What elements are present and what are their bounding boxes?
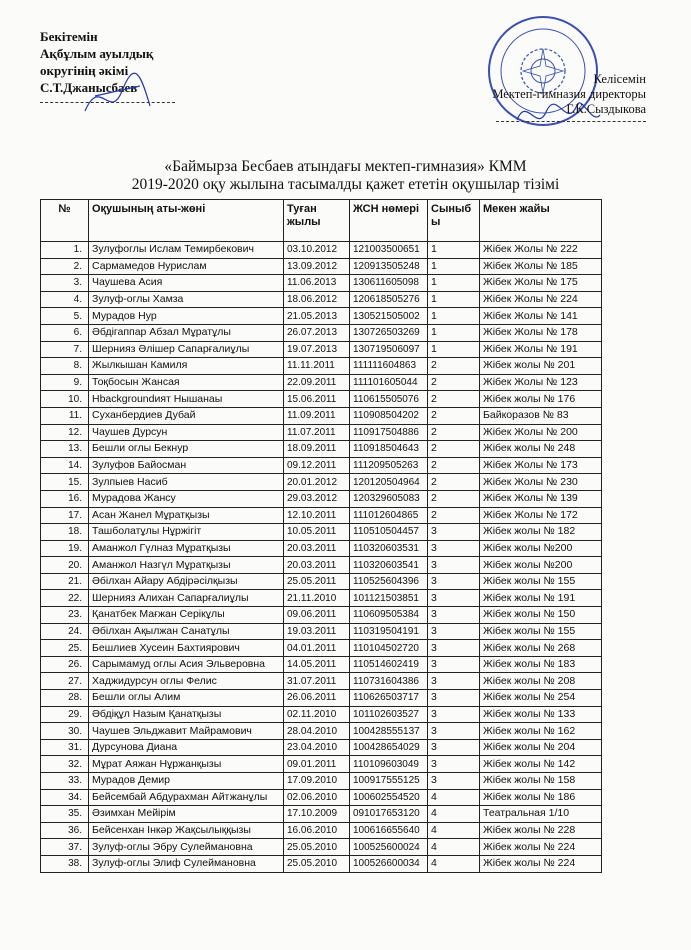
address: Жібек жолы № 248 (480, 441, 602, 458)
row-number: 37. (41, 839, 89, 856)
table-row (41, 524, 602, 541)
student-name: Чаушев Эльджавит Майрамович (89, 723, 284, 740)
iin-number: 100428654029 (350, 739, 428, 756)
class-number: 2 (428, 374, 480, 391)
birth-date: 31.07.2011 (284, 673, 350, 690)
birth-date: 26.07.2013 (284, 324, 350, 341)
birth-date: 25.05.2010 (284, 855, 350, 872)
birth-date: 28.04.2010 (284, 723, 350, 740)
table-row (41, 690, 602, 707)
student-name: Ташболатұлы Нұржігіт (89, 524, 284, 541)
row-number: 12. (41, 424, 89, 441)
address: Жібек жолы № 133 (480, 706, 602, 723)
address: Жібек жолы № 268 (480, 640, 602, 657)
row-number: 20. (41, 557, 89, 574)
table-row (41, 291, 602, 308)
class-number: 1 (428, 324, 480, 341)
iin-number: 111101605044 (350, 374, 428, 391)
header-class: Сыныбы (428, 200, 480, 242)
table-row (41, 407, 602, 424)
student-name: Бешли оглы Бекнур (89, 441, 284, 458)
address: Жібек жолы № 155 (480, 573, 602, 590)
birth-date: 26.06.2011 (284, 690, 350, 707)
row-number: 13. (41, 441, 89, 458)
table-row (41, 507, 602, 524)
address: Жібек Жолы № 178 (480, 324, 602, 341)
table-row (41, 374, 602, 391)
iin-number: 110510504457 (350, 524, 428, 541)
table-row (41, 573, 602, 590)
iin-number: 110626503717 (350, 690, 428, 707)
table-row (41, 839, 602, 856)
birth-date: 23.04.2010 (284, 739, 350, 756)
address: Жібек жолы № 254 (480, 690, 602, 707)
birth-date: 09.12.2011 (284, 457, 350, 474)
class-number: 3 (428, 640, 480, 657)
class-number: 3 (428, 607, 480, 624)
table-row (41, 640, 602, 657)
birth-date: 20.03.2011 (284, 540, 350, 557)
iin-number: 100917555125 (350, 773, 428, 790)
table-row (41, 358, 602, 375)
address: Жібек жолы №200 (480, 557, 602, 574)
table-row (41, 391, 602, 408)
address: Жібек Жолы № 230 (480, 474, 602, 491)
row-number: 35. (41, 806, 89, 823)
student-name: Аманжол Гүлназ Мұратқызы (89, 540, 284, 557)
class-number: 2 (428, 474, 480, 491)
address: Жібек жолы № 228 (480, 822, 602, 839)
table-row (41, 324, 602, 341)
class-number: 3 (428, 557, 480, 574)
birth-date: 17.09.2010 (284, 773, 350, 790)
row-number: 22. (41, 590, 89, 607)
student-name: Чаушев Дурсун (89, 424, 284, 441)
iin-number: 121003500651 (350, 242, 428, 259)
student-name: Зулуф-оглы Элиф Сулеймановна (89, 855, 284, 872)
students-table (40, 199, 602, 873)
iin-number: 120618505276 (350, 291, 428, 308)
iin-number: 110525604396 (350, 573, 428, 590)
class-number: 4 (428, 855, 480, 872)
student-name: Әзимхан Мейірім (89, 806, 284, 823)
row-number: 29. (41, 706, 89, 723)
class-number: 3 (428, 540, 480, 557)
class-number: 3 (428, 673, 480, 690)
class-number: 3 (428, 739, 480, 756)
iin-number: 130611605098 (350, 275, 428, 292)
approval-line: округінің әкімі (40, 63, 129, 78)
row-number: 10. (41, 391, 89, 408)
student-name: Бейсембай Абдурахман Айтжанұлы (89, 789, 284, 806)
class-number: 1 (428, 242, 480, 259)
class-number: 3 (428, 656, 480, 673)
birth-date: 04.01.2011 (284, 640, 350, 657)
student-name: Шернияз Алихан Сапарғалиұлы (89, 590, 284, 607)
agreement-block (486, 72, 646, 122)
approval-line: Бекітемін (40, 29, 98, 44)
iin-number: 110615505076 (350, 391, 428, 408)
birth-date: 12.10.2011 (284, 507, 350, 524)
class-number: 3 (428, 623, 480, 640)
class-number: 2 (428, 507, 480, 524)
iin-number: 101102603527 (350, 706, 428, 723)
student-name: Бешли оглы Алим (89, 690, 284, 707)
address: Жібек Жолы № 222 (480, 242, 602, 259)
document-subtitle: 2019-2020 оқу жылына тасымалды қажет ететін оқушылар тізімі (131, 176, 560, 193)
table-row (41, 258, 602, 275)
address: Жібек жолы № 155 (480, 623, 602, 640)
table-body (41, 242, 602, 873)
table-row (41, 706, 602, 723)
agreement-line: Г.К.Сыздыкова (566, 102, 646, 116)
student-name: Хаджидурсун оглы Фелис (89, 673, 284, 690)
address: Байкоразов № 83 (480, 407, 602, 424)
birth-date: 19.03.2011 (284, 623, 350, 640)
birth-date: 13.09.2012 (284, 258, 350, 275)
table-row (41, 623, 602, 640)
address: Жібек Жолы № 173 (480, 457, 602, 474)
table-row (41, 474, 602, 491)
iin-number: 110609505384 (350, 607, 428, 624)
header-name: Оқушының аты-жөні (89, 200, 284, 242)
birth-date: 11.09.2011 (284, 407, 350, 424)
birth-date: 18.09.2011 (284, 441, 350, 458)
class-number: 3 (428, 573, 480, 590)
iin-number: 110514602419 (350, 656, 428, 673)
iin-number: 110731604386 (350, 673, 428, 690)
student-name: Дурсунова Диана (89, 739, 284, 756)
approval-line: С.Т.Джаныcбаев (40, 80, 138, 95)
student-name: Тоқбосын Жансая (89, 374, 284, 391)
table-row (41, 490, 602, 507)
address: Жібек жолы № 201 (480, 358, 602, 375)
student-name: Зулуфоглы Ислам Темирбекович (89, 242, 284, 259)
class-number: 3 (428, 756, 480, 773)
iin-number: 100428555137 (350, 723, 428, 740)
student-name: Суханбердиев Дубай (89, 407, 284, 424)
iin-number: 120329605083 (350, 490, 428, 507)
birth-date: 14.05.2011 (284, 656, 350, 673)
iin-number: 110104502720 (350, 640, 428, 657)
row-number: 17. (41, 507, 89, 524)
iin-number: 100526600034 (350, 855, 428, 872)
iin-number: 110320603541 (350, 557, 428, 574)
row-number: 33. (41, 773, 89, 790)
approval-line: Ақбұлым ауылдық (40, 46, 154, 61)
iin-number: 100602554520 (350, 789, 428, 806)
table-row (41, 773, 602, 790)
student-name: Зулуф-оглы Хамза (89, 291, 284, 308)
iin-number: 111111604863 (350, 358, 428, 375)
student-name: Сармамедов Нурислам (89, 258, 284, 275)
student-name: Сарымамуд оглы Асия Эльверовна (89, 656, 284, 673)
birth-date: 09.06.2011 (284, 607, 350, 624)
student-name: Зулуф-оглы Эбру Сулеймановна (89, 839, 284, 856)
table-row (41, 673, 602, 690)
address: Жібек Жолы № 200 (480, 424, 602, 441)
table-row (41, 590, 602, 607)
iin-number: 111012604865 (350, 507, 428, 524)
student-name: Мурадов Демир (89, 773, 284, 790)
row-number: 28. (41, 690, 89, 707)
row-number: 36. (41, 822, 89, 839)
birth-date: 17.10.2009 (284, 806, 350, 823)
iin-number: 130726503269 (350, 324, 428, 341)
row-number: 23. (41, 607, 89, 624)
table-row (41, 723, 602, 740)
student-name: Нbackgroundият Нышанаы (89, 391, 284, 408)
student-name: Мұрат Аяжан Нұржанқызы (89, 756, 284, 773)
address: Театральная 1/10 (480, 806, 602, 823)
table-row (41, 341, 602, 358)
iin-number: 110908504202 (350, 407, 428, 424)
row-number: 16. (41, 490, 89, 507)
address: Жібек жолы № 224 (480, 855, 602, 872)
table-row (41, 855, 602, 872)
iin-number: 111209505263 (350, 457, 428, 474)
birth-date: 16.06.2010 (284, 822, 350, 839)
birth-date: 20.01.2012 (284, 474, 350, 491)
agreement-line: Мектеп-гимназия директоры (492, 87, 646, 101)
address: Жібек жолы № 183 (480, 656, 602, 673)
header-dob: Туған жылы (284, 200, 350, 242)
birth-date: 11.11.2011 (284, 358, 350, 375)
birth-date: 11.06.2013 (284, 275, 350, 292)
iin-number: 101121503851 (350, 590, 428, 607)
class-number: 2 (428, 391, 480, 408)
class-number: 1 (428, 341, 480, 358)
row-number: 32. (41, 756, 89, 773)
class-number: 4 (428, 839, 480, 856)
student-name: Бешлиев Хусеин Бахтиярович (89, 640, 284, 657)
birth-date: 22.09.2011 (284, 374, 350, 391)
class-number: 2 (428, 441, 480, 458)
class-number: 2 (428, 407, 480, 424)
row-number: 26. (41, 656, 89, 673)
row-number: 18. (41, 524, 89, 541)
row-number: 15. (41, 474, 89, 491)
table-row (41, 739, 602, 756)
table-header-row (41, 200, 602, 242)
header-iin: ЖСН нөмері (350, 200, 428, 242)
header-address: Мекен жайы (480, 200, 602, 242)
birth-date: 25.05.2010 (284, 839, 350, 856)
class-number: 3 (428, 706, 480, 723)
iin-number: 100616655640 (350, 822, 428, 839)
student-name: Әбілхан Айару Абдірәсілқызы (89, 573, 284, 590)
table-row (41, 822, 602, 839)
table-row (41, 308, 602, 325)
birth-date: 02.11.2010 (284, 706, 350, 723)
table-row (41, 441, 602, 458)
row-number: 5. (41, 308, 89, 325)
row-number: 14. (41, 457, 89, 474)
address: Жібек жолы № 224 (480, 839, 602, 856)
address: Жібек Жолы № 123 (480, 374, 602, 391)
birth-date: 20.03.2011 (284, 557, 350, 574)
student-name: Қанатбек Мағжан Серікұлы (89, 607, 284, 624)
class-number: 3 (428, 590, 480, 607)
row-number: 27. (41, 673, 89, 690)
birth-date: 18.06.2012 (284, 291, 350, 308)
student-name: Зулпыев Насиб (89, 474, 284, 491)
table-row (41, 607, 602, 624)
table-row (41, 540, 602, 557)
address: Жібек Жолы № 191 (480, 341, 602, 358)
iin-number: 130719506097 (350, 341, 428, 358)
student-name: Әбдіқұл Назым Қанатқызы (89, 706, 284, 723)
birth-date: 15.06.2011 (284, 391, 350, 408)
row-number: 4. (41, 291, 89, 308)
row-number: 34. (41, 789, 89, 806)
header-num: № (41, 200, 89, 242)
iin-number: 110917504886 (350, 424, 428, 441)
class-number: 3 (428, 773, 480, 790)
student-name: Аманжол Назгүл Мұратқызы (89, 557, 284, 574)
class-number: 2 (428, 424, 480, 441)
row-number: 3. (41, 275, 89, 292)
iin-number: 110320603531 (350, 540, 428, 557)
address: Жібек жолы № 176 (480, 391, 602, 408)
iin-number: 091017653120 (350, 806, 428, 823)
class-number: 1 (428, 291, 480, 308)
address: Жібек Жолы № 185 (480, 258, 602, 275)
row-number: 8. (41, 358, 89, 375)
row-number: 19. (41, 540, 89, 557)
address: Жібек жолы № 186 (480, 789, 602, 806)
student-name: Жылкышан Камиля (89, 358, 284, 375)
table-row (41, 789, 602, 806)
class-number: 4 (428, 806, 480, 823)
class-number: 1 (428, 275, 480, 292)
birth-date: 03.10.2012 (284, 242, 350, 259)
row-number: 31. (41, 739, 89, 756)
address: Жібек Жолы № 172 (480, 507, 602, 524)
iin-number: 100525600024 (350, 839, 428, 856)
table-row (41, 806, 602, 823)
class-number: 1 (428, 258, 480, 275)
iin-number: 120120504964 (350, 474, 428, 491)
signature-mark-left (80, 66, 160, 126)
row-number: 25. (41, 640, 89, 657)
address: Жібек жолы № 150 (480, 607, 602, 624)
table-row (41, 424, 602, 441)
row-number: 11. (41, 407, 89, 424)
signature-line (496, 117, 646, 122)
student-name: Мурадов Нур (89, 308, 284, 325)
student-name: Мурадова Жансу (89, 490, 284, 507)
iin-number: 130521505002 (350, 308, 428, 325)
address: Жібек жолы № 158 (480, 773, 602, 790)
row-number: 9. (41, 374, 89, 391)
iin-number: 110109603049 (350, 756, 428, 773)
address: Жібек жолы №200 (480, 540, 602, 557)
student-name: Әбілхан Ақылжан Санатұлы (89, 623, 284, 640)
student-name: Чаушева Асия (89, 275, 284, 292)
birth-date: 02.06.2010 (284, 789, 350, 806)
table-row (41, 275, 602, 292)
birth-date: 21.11.2010 (284, 590, 350, 607)
row-number: 30. (41, 723, 89, 740)
row-number: 1. (41, 242, 89, 259)
agreement-line: Келісемін (593, 72, 646, 86)
student-name: Бейсенхан Інкәр Жақсылыққызы (89, 822, 284, 839)
student-name: Зулуфов Байосман (89, 457, 284, 474)
table-row (41, 557, 602, 574)
birth-date: 11.07.2011 (284, 424, 350, 441)
document-title: «Баймырза Бесбаев атындағы мектеп-гимназия» КММ (164, 158, 527, 175)
row-number: 2. (41, 258, 89, 275)
address: Жібек жолы № 162 (480, 723, 602, 740)
address: Жібек Жолы № 224 (480, 291, 602, 308)
iin-number: 120913505248 (350, 258, 428, 275)
birth-date: 25.05.2011 (284, 573, 350, 590)
iin-number: 110319504191 (350, 623, 428, 640)
row-number: 7. (41, 341, 89, 358)
class-number: 2 (428, 490, 480, 507)
address: Жібек жолы № 182 (480, 524, 602, 541)
birth-date: 21.05.2013 (284, 308, 350, 325)
student-name: Асан Жанел Мұратқызы (89, 507, 284, 524)
address: Жібек Жолы № 175 (480, 275, 602, 292)
address: Жібек жолы № 208 (480, 673, 602, 690)
table-row (41, 457, 602, 474)
class-number: 4 (428, 822, 480, 839)
birth-date: 10.05.2011 (284, 524, 350, 541)
row-number: 38. (41, 855, 89, 872)
table-row (41, 656, 602, 673)
student-name: Шернияз Әлішер Сапарғалиұлы (89, 341, 284, 358)
address: Жібек жолы № 142 (480, 756, 602, 773)
iin-number: 110918504643 (350, 441, 428, 458)
class-number: 3 (428, 524, 480, 541)
student-name: Әбдігаппар Абзал Мұратұлы (89, 324, 284, 341)
row-number: 24. (41, 623, 89, 640)
birth-date: 29.03.2012 (284, 490, 350, 507)
address: Жібек Жолы № 139 (480, 490, 602, 507)
table-row (41, 242, 602, 259)
row-number: 21. (41, 573, 89, 590)
row-number: 6. (41, 324, 89, 341)
birth-date: 09.01.2011 (284, 756, 350, 773)
class-number: 2 (428, 358, 480, 375)
birth-date: 19.07.2013 (284, 341, 350, 358)
class-number: 3 (428, 723, 480, 740)
address: Жібек жолы № 204 (480, 739, 602, 756)
address: Жібек жолы № 191 (480, 590, 602, 607)
class-number: 1 (428, 308, 480, 325)
class-number: 2 (428, 457, 480, 474)
address: Жібек Жолы № 141 (480, 308, 602, 325)
class-number: 4 (428, 789, 480, 806)
table-row (41, 756, 602, 773)
class-number: 3 (428, 690, 480, 707)
